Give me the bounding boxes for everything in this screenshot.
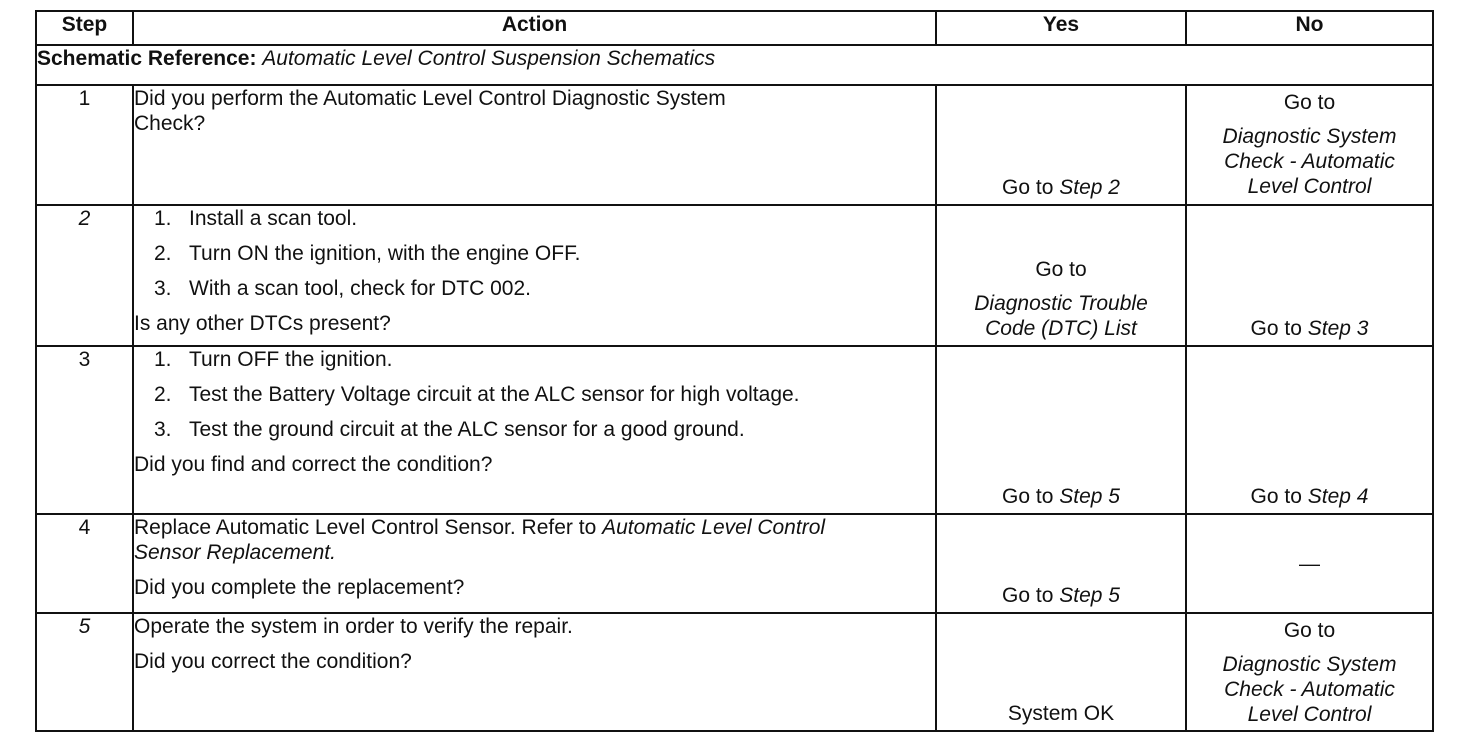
table-row [36, 205, 1433, 346]
action-cell [133, 346, 936, 514]
yes-goto[interactable]: Go to Step 2 [1002, 176, 1120, 199]
action-cell [133, 85, 936, 205]
schematic-reference-row [36, 45, 1433, 85]
header-step: Step [36, 11, 133, 45]
schematic-reference-link[interactable]: Automatic Level Control Suspension Schematics [262, 47, 716, 70]
header-yes: Yes [936, 11, 1186, 45]
action-question: Did you correct the condition? [134, 650, 412, 673]
header-no: No [1186, 11, 1433, 45]
no-cell [1186, 85, 1433, 205]
yes-cell [936, 346, 1186, 514]
list-item: 3. With a scan tool, check for DTC 002. [154, 277, 531, 300]
action-question: Did you perform the Automatic Level Control Diagnostic System Check? [134, 87, 726, 135]
yes-goto[interactable]: Go to Step 5 [1002, 584, 1120, 607]
action-question: Is any other DTCs present? [134, 312, 391, 335]
replacement-procedure-link[interactable]: Automatic Level Control Sensor Replacement. [134, 516, 826, 564]
list-item: 3. Test the ground circuit at the ALC sensor for a good ground. [154, 418, 745, 441]
action-steps-list [134, 206, 935, 301]
table-row [36, 346, 1433, 514]
no-action-dash: — [1299, 552, 1320, 575]
no-cell [1186, 613, 1433, 731]
list-item: 1. Install a scan tool. [154, 207, 358, 230]
table-row [36, 85, 1433, 205]
schematic-reference [36, 45, 1433, 85]
yes-goto[interactable]: Go to Diagnostic Trouble Code (DTC) List [974, 258, 1148, 340]
list-item: 2. Test the Battery Voltage circuit at the ALC sensor for high voltage. [154, 383, 800, 406]
action-steps-list [134, 347, 935, 442]
no-cell [1186, 205, 1433, 346]
schematic-reference-label: Schematic Reference: [37, 47, 257, 70]
action-cell [133, 514, 936, 613]
yes-cell [936, 85, 1186, 205]
no-goto[interactable]: Go to Diagnostic System Check - Automatic Level Control [1222, 91, 1397, 198]
list-item: 1. Turn OFF the ignition. [154, 348, 393, 371]
no-goto[interactable]: Go to Step 4 [1250, 485, 1369, 508]
step-number: 4 [36, 514, 133, 613]
yes-cell [936, 514, 1186, 613]
yes-cell [936, 613, 1186, 731]
action-question: Did you complete the replacement? [134, 576, 465, 599]
step-number: 2 [36, 205, 133, 346]
action-instruction: Replace Automatic Level Control Sensor. Refer to Automatic Level Control Sensor Replacement. [134, 516, 826, 564]
action-cell [133, 613, 936, 731]
header-action: Action [133, 11, 936, 45]
yes-goto[interactable]: Go to Step 5 [1002, 485, 1120, 508]
no-goto[interactable]: Go to Diagnostic System Check - Automatic Level Control [1222, 619, 1397, 726]
step-number: 1 [36, 85, 133, 205]
list-item: 2. Turn ON the ignition, with the engine OFF. [154, 242, 581, 265]
action-question: Did you find and correct the condition? [134, 453, 493, 476]
yes-result: System OK [1007, 702, 1115, 725]
yes-cell [936, 205, 1186, 346]
no-goto[interactable]: Go to Step 3 [1250, 317, 1369, 340]
no-cell [1186, 514, 1433, 613]
table-row [36, 613, 1433, 731]
header-row [36, 11, 1433, 45]
diagnostic-table [35, 10, 1434, 732]
action-instruction: Operate the system in order to verify the repair. [134, 615, 573, 638]
step-number: 5 [36, 613, 133, 731]
step-number: 3 [36, 346, 133, 514]
no-cell [1186, 346, 1433, 514]
table-row [36, 514, 1433, 613]
action-cell [133, 205, 936, 346]
